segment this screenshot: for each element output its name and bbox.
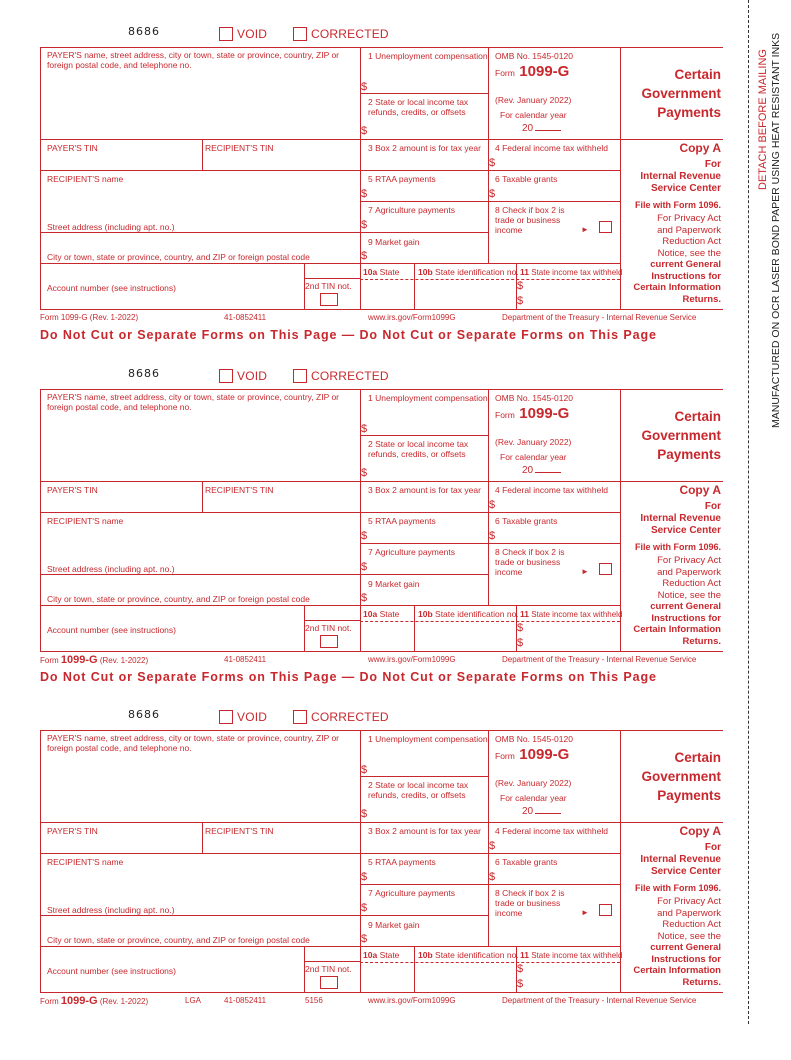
box11-dollar-2[interactable]: $: [517, 295, 524, 307]
box9-label: 9 Market gain: [368, 920, 420, 930]
box2-dollar[interactable]: $: [361, 808, 368, 820]
box1-dollar[interactable]: $: [361, 81, 368, 93]
box6-label: 6 Taxable grants: [495, 857, 558, 867]
box3-label[interactable]: 3 Box 2 amount is for tax year: [368, 485, 481, 495]
box5-dollar[interactable]: $: [361, 871, 368, 883]
box8-checkbox[interactable]: [599, 221, 612, 233]
void-label: VOID: [237, 710, 268, 724]
payer-name-label[interactable]: PAYER'S name, street address, city or town, state or province, country, ZIP or foreign postal code, and telephone no.: [47, 50, 340, 70]
box11-label: 11 State income tax withheld: [520, 950, 623, 960]
box10b-label[interactable]: 10b State identification no.: [418, 950, 519, 960]
box8-label: 8 Check if box 2 is trade or business income: [495, 205, 565, 235]
corrected-label: CORRECTED: [311, 369, 389, 383]
city-label[interactable]: City or town, state or province, country, and ZIP or foreign postal code: [47, 935, 310, 945]
calendar-year: 20: [522, 465, 561, 476]
void-label: VOID: [237, 369, 268, 383]
box4-label: 4 Federal income tax withheld: [495, 485, 608, 495]
box8-label: 8 Check if box 2 is trade or business income: [495, 888, 565, 918]
corrected-checkbox[interactable]: [293, 27, 307, 41]
box8-checkbox[interactable]: [599, 904, 612, 916]
form-title: Form 1099-G: [495, 746, 570, 763]
payer-name-label[interactable]: PAYER'S name, street address, city or town, state or province, country, ZIP or foreign postal code, and telephone no.: [47, 733, 340, 753]
box10a-label[interactable]: 10a State: [363, 609, 400, 619]
recipient-tin-label[interactable]: RECIPIENT'S TIN: [205, 143, 274, 153]
box1-label: 1 Unemployment compensation: [368, 734, 488, 744]
box3-label[interactable]: 3 Box 2 amount is for tax year: [368, 826, 481, 836]
footer-url: www.irs.gov/Form1099G: [368, 996, 456, 1005]
void-checkbox[interactable]: [219, 369, 233, 383]
box11-dollar-2[interactable]: $: [517, 637, 524, 649]
box1-label: 1 Unemployment compensation: [368, 393, 488, 403]
form-code: 8686: [128, 367, 160, 380]
account-number-label[interactable]: Account number (see instructions): [47, 966, 176, 976]
manufactured-text: MANUFACTURED ON OCR LASER BOND PAPER USING HEAT RESISTANT INKS: [770, 32, 782, 428]
payer-name-label[interactable]: PAYER'S name, street address, city or town, state or province, country, ZIP or foreign postal code, and telephone no.: [47, 392, 340, 412]
form-code: 8686: [128, 25, 160, 38]
footer-catalog: 41-0852411: [224, 996, 267, 1005]
footer-dept: Department of the Treasury - Internal Revenue Service: [502, 313, 697, 322]
box7-label: 7 Agriculture payments: [368, 205, 455, 215]
box7-label: 7 Agriculture payments: [368, 888, 455, 898]
footer-dept: Department of the Treasury - Internal Revenue Service: [502, 655, 697, 664]
box2-dollar[interactable]: $: [361, 467, 368, 479]
footer-form: Form 1099-G (Rev. 1-2022): [40, 654, 149, 666]
box10a-label[interactable]: 10a State: [363, 950, 400, 960]
corrected-label: CORRECTED: [311, 27, 389, 41]
payer-tin-label[interactable]: PAYER'S TIN: [47, 143, 98, 153]
box6-dollar[interactable]: $: [489, 530, 496, 542]
second-tin-checkbox[interactable]: [320, 293, 338, 306]
box7-label: 7 Agriculture payments: [368, 547, 455, 557]
corrected-checkbox[interactable]: [293, 369, 307, 383]
box9-dollar[interactable]: $: [361, 592, 368, 604]
box5-dollar[interactable]: $: [361, 188, 368, 200]
form-heading: Certain Government Payments: [641, 750, 721, 803]
box11-label: 11 State income tax withheld: [520, 267, 623, 277]
recipient-name-label[interactable]: RECIPIENT'S name: [47, 174, 124, 184]
footer-catalog: 41-0852411: [224, 313, 267, 322]
account-number-label[interactable]: Account number (see instructions): [47, 283, 176, 293]
void-checkbox[interactable]: [219, 27, 233, 41]
box5-dollar[interactable]: $: [361, 530, 368, 542]
box2-label: 2 State or local income tax refunds, credits, or offsets: [368, 780, 469, 800]
account-number-label[interactable]: Account number (see instructions): [47, 625, 176, 635]
calendar-year: 20: [522, 123, 561, 134]
for-irs: For Internal Revenue Service Center: [640, 159, 721, 194]
footer-url: www.irs.gov/Form1099G: [368, 313, 456, 322]
payer-tin-label[interactable]: PAYER'S TIN: [47, 485, 98, 495]
box5-label: 5 RTAA payments: [368, 516, 436, 526]
calendar-year-label: For calendar year: [500, 452, 567, 462]
box6-label: 6 Taxable grants: [495, 516, 558, 526]
calendar-year-label: For calendar year: [500, 793, 567, 803]
footer-dept: Department of the Treasury - Internal Revenue Service: [502, 996, 697, 1005]
for-irs: For Internal Revenue Service Center: [640, 501, 721, 536]
arrow-icon: ►: [581, 908, 589, 917]
recipient-tin-label[interactable]: RECIPIENT'S TIN: [205, 485, 274, 495]
footer-lga: LGA: [185, 996, 202, 1005]
box5-label: 5 RTAA payments: [368, 174, 436, 184]
copy-a: Copy A: [679, 483, 721, 497]
box8-label: 8 Check if box 2 is trade or business income: [495, 547, 565, 577]
box1-dollar[interactable]: $: [361, 764, 368, 776]
box3-label[interactable]: 3 Box 2 amount is for tax year: [368, 143, 481, 153]
for-irs: For Internal Revenue Service Center: [640, 842, 721, 877]
box10a-label[interactable]: 10a State: [363, 267, 400, 277]
box6-label: 6 Taxable grants: [495, 174, 558, 184]
omb-number: OMB No. 1545-0120: [495, 734, 573, 744]
privacy-notice: For Privacy Act and Paperwork Reduction Act Notice, see the: [657, 555, 721, 601]
calendar-year-label: For calendar year: [500, 110, 567, 120]
box6-dollar[interactable]: $: [489, 871, 496, 883]
box11-dollar-1[interactable]: $: [517, 963, 524, 975]
box11-dollar-1[interactable]: $: [517, 622, 524, 634]
recipient-name-label[interactable]: RECIPIENT'S name: [47, 516, 124, 526]
footer-url: www.irs.gov/Form1099G: [368, 655, 456, 664]
footer-code-5156: 5156: [305, 996, 323, 1005]
instructions-note: current General Instructions for Certain Information Returns.: [633, 942, 721, 988]
form-copy-3: [40, 708, 723, 1060]
box4-dollar[interactable]: $: [489, 157, 496, 169]
form-title: Form 1099-G: [495, 405, 570, 422]
box9-dollar[interactable]: $: [361, 250, 368, 262]
instructions-note: current General Instructions for Certain Information Returns.: [633, 259, 721, 305]
box7-dollar[interactable]: $: [361, 902, 368, 914]
street-address-label[interactable]: Street address (including apt. no.): [47, 905, 175, 915]
rev-date: (Rev. January 2022): [495, 437, 572, 447]
file-with: File with Form 1096.: [634, 200, 721, 210]
form-heading: Certain Government Payments: [641, 409, 721, 462]
void-checkbox[interactable]: [219, 710, 233, 724]
arrow-icon: ►: [581, 225, 589, 234]
box4-dollar[interactable]: $: [489, 499, 496, 511]
city-label[interactable]: City or town, state or province, country, and ZIP or foreign postal code: [47, 252, 310, 262]
corrected-label: CORRECTED: [311, 710, 389, 724]
corrected-checkbox[interactable]: [293, 710, 307, 724]
do-not-cut-notice-2: Do Not Cut or Separate Forms on This Page — Do Not Cut or Separate Forms on This Page: [40, 670, 657, 684]
box7-dollar[interactable]: $: [361, 219, 368, 231]
footer-catalog: 41-0852411: [224, 655, 267, 664]
recipient-tin-label[interactable]: RECIPIENT'S TIN: [205, 826, 274, 836]
do-not-cut-notice-1: Do Not Cut or Separate Forms on This Page — Do Not Cut or Separate Forms on This Page: [40, 328, 657, 342]
box11-label: 11 State income tax withheld: [520, 609, 623, 619]
box4-label: 4 Federal income tax withheld: [495, 826, 608, 836]
omb-number: OMB No. 1545-0120: [495, 393, 573, 403]
perforation-line: [748, 0, 749, 1024]
detach-text: DETACH BEFORE MAILING: [757, 49, 769, 190]
recipient-name-label[interactable]: RECIPIENT'S name: [47, 857, 124, 867]
copy-a: Copy A: [679, 141, 721, 155]
second-tin-label: 2nd TIN not.: [305, 964, 352, 974]
box1-label: 1 Unemployment compensation: [368, 51, 488, 61]
box6-dollar[interactable]: $: [489, 188, 496, 200]
box9-label: 9 Market gain: [368, 237, 420, 247]
rev-date: (Rev. January 2022): [495, 778, 572, 788]
privacy-notice: For Privacy Act and Paperwork Reduction Act Notice, see the: [657, 896, 721, 942]
second-tin-checkbox[interactable]: [320, 635, 338, 648]
box11-dollar-2[interactable]: $: [517, 978, 524, 990]
box10b-label[interactable]: 10b State identification no.: [418, 267, 519, 277]
instructions-note: current General Instructions for Certain Information Returns.: [633, 601, 721, 647]
payer-tin-label[interactable]: PAYER'S TIN: [47, 826, 98, 836]
footer-form: Form 1099-G (Rev. 1-2022): [40, 313, 139, 322]
box11-dollar-1[interactable]: $: [517, 280, 524, 292]
second-tin-checkbox[interactable]: [320, 976, 338, 989]
street-address-label[interactable]: Street address (including apt. no.): [47, 222, 175, 232]
box4-dollar[interactable]: $: [489, 840, 496, 852]
void-label: VOID: [237, 27, 268, 41]
footer-form: Form 1099-G (Rev. 1-2022): [40, 995, 149, 1007]
calendar-year: 20: [522, 806, 561, 817]
box2-label: 2 State or local income tax refunds, credits, or offsets: [368, 97, 469, 117]
form-heading: Certain Government Payments: [641, 67, 721, 120]
box7-dollar[interactable]: $: [361, 561, 368, 573]
form-title: Form 1099-G: [495, 63, 570, 80]
second-tin-label: 2nd TIN not.: [305, 623, 352, 633]
omb-number: OMB No. 1545-0120: [495, 51, 573, 61]
box1-dollar[interactable]: $: [361, 423, 368, 435]
box2-dollar[interactable]: $: [361, 125, 368, 137]
box10b-label[interactable]: 10b State identification no.: [418, 609, 519, 619]
box5-label: 5 RTAA payments: [368, 857, 436, 867]
city-label[interactable]: City or town, state or province, country, and ZIP or foreign postal code: [47, 594, 310, 604]
file-with: File with Form 1096.: [634, 883, 721, 893]
rev-date: (Rev. January 2022): [495, 95, 572, 105]
second-tin-label: 2nd TIN not.: [305, 281, 352, 291]
file-with: File with Form 1096.: [634, 542, 721, 552]
box9-dollar[interactable]: $: [361, 933, 368, 945]
box4-label: 4 Federal income tax withheld: [495, 143, 608, 153]
form-code: 8686: [128, 708, 160, 721]
copy-a: Copy A: [679, 824, 721, 838]
box8-checkbox[interactable]: [599, 563, 612, 575]
box2-label: 2 State or local income tax refunds, credits, or offsets: [368, 439, 469, 459]
privacy-notice: For Privacy Act and Paperwork Reduction Act Notice, see the: [657, 213, 721, 259]
street-address-label[interactable]: Street address (including apt. no.): [47, 564, 175, 574]
arrow-icon: ►: [581, 567, 589, 576]
box9-label: 9 Market gain: [368, 579, 420, 589]
